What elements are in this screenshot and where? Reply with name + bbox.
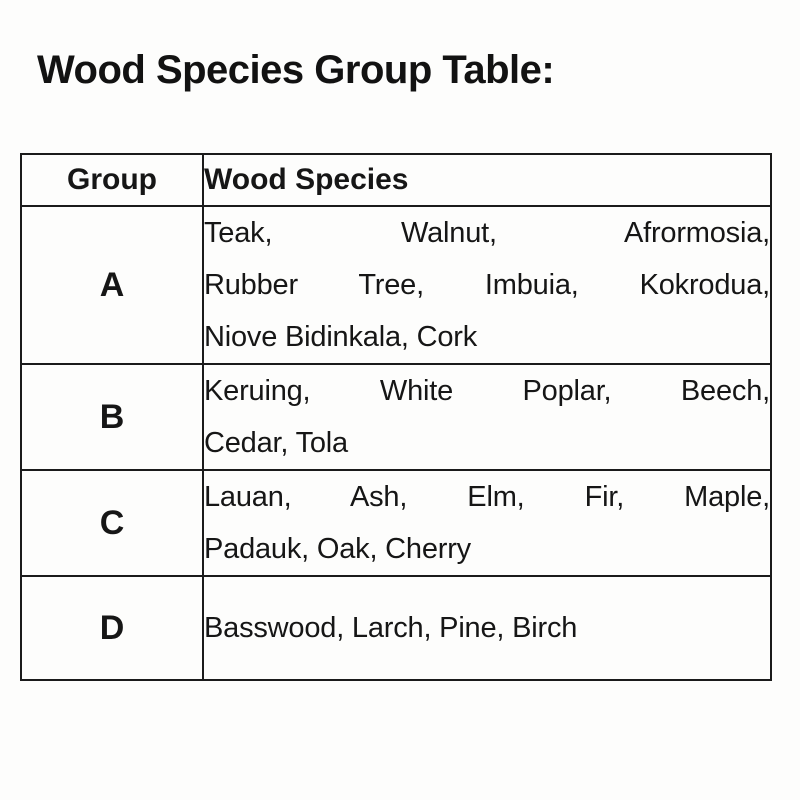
table-header-row xyxy=(21,154,771,206)
group-cell: D xyxy=(21,576,203,680)
species-cell xyxy=(203,206,771,364)
header-group: Group xyxy=(21,154,203,206)
table-row xyxy=(21,470,771,576)
species-cell xyxy=(203,364,771,470)
table-row xyxy=(21,206,771,364)
species-line: Basswood, Larch, Pine, Birch xyxy=(204,612,578,644)
species-line: Niove Bidinkala, Cork xyxy=(204,321,478,353)
table-body xyxy=(21,206,771,680)
table-row xyxy=(21,576,771,680)
wood-species-table xyxy=(20,153,772,681)
page-title: Wood Species Group Table: xyxy=(37,48,555,92)
species-line: Padauk, Oak, Cherry xyxy=(204,533,471,565)
species-cell xyxy=(203,470,771,576)
species-line: Cedar, Tola xyxy=(204,427,348,459)
group-cell: A xyxy=(21,206,203,364)
species-line: Lauan, Ash, Elm, Fir, Maple, xyxy=(204,481,770,513)
species-line: Teak, Walnut, Afrormosia, xyxy=(204,217,770,249)
species-line: Keruing, White Poplar, Beech, xyxy=(204,375,770,407)
header-wood-species: Wood Species xyxy=(203,154,771,206)
species-line: Rubber Tree, Imbuia, Kokrodua, xyxy=(204,269,770,301)
group-cell: B xyxy=(21,364,203,470)
species-cell xyxy=(203,576,771,680)
table-row xyxy=(21,364,771,470)
group-cell: C xyxy=(21,470,203,576)
